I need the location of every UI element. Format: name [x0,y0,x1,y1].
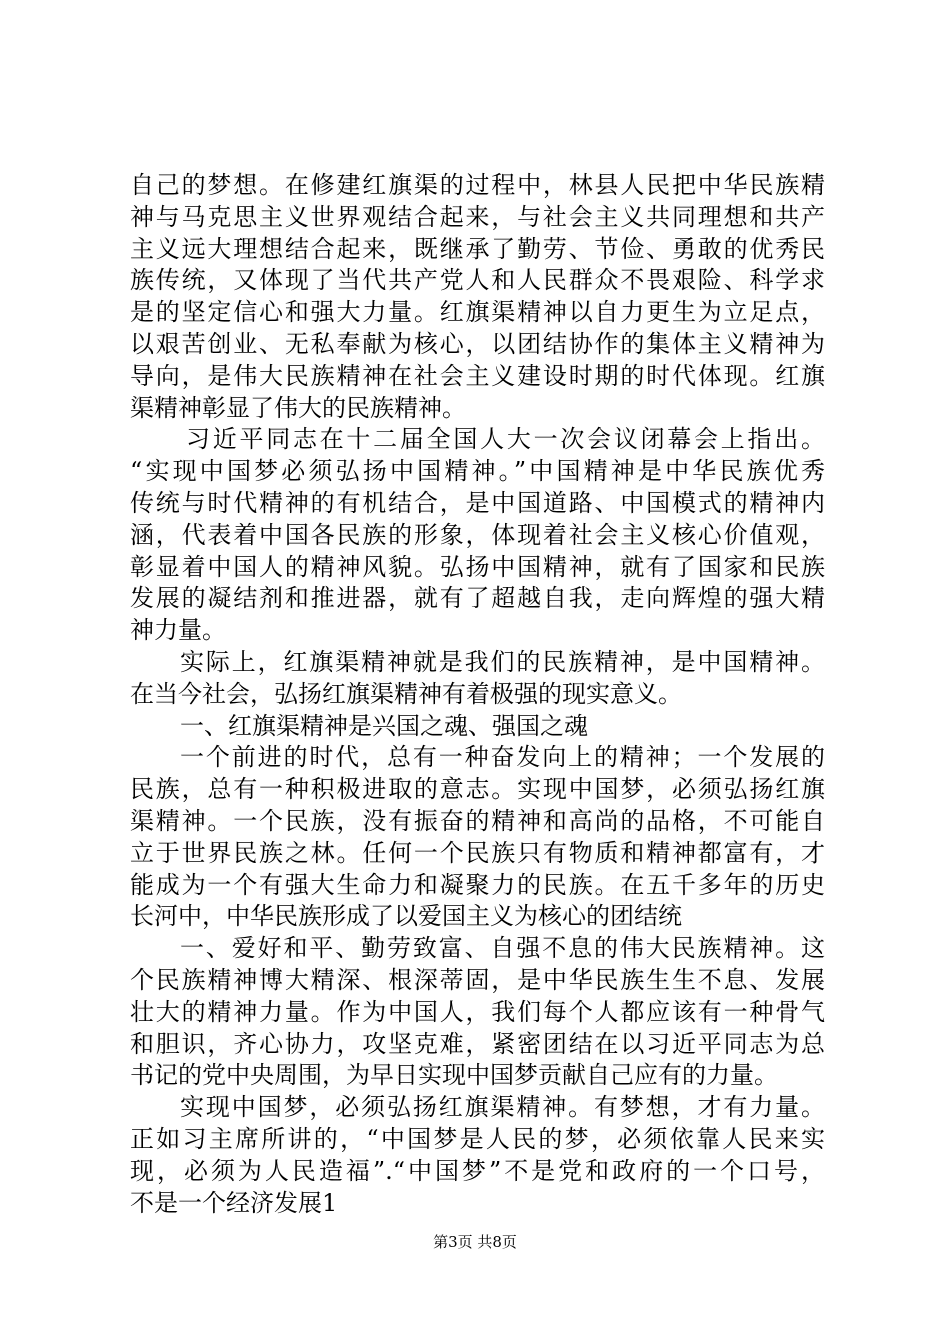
text-line: 现，必须为人民造福”.“中国梦”不是党和政府的一个口号， [130,1156,825,1185]
paragraph [130,424,825,647]
text-line: 自己的梦想。在修建红旗渠的过程中，林县人民把中华民族精 [130,171,825,199]
text-line: 神力量。 [130,616,226,645]
text-line: 民族，总有一种积极进取的意志。实现中国梦，必须弘扬红旗 [130,775,825,804]
paragraph [130,933,825,1092]
text-line: 不是一个经济发展1 [130,1188,338,1217]
text-line: 立于世界民族之林。任何一个民族只有物质和精神都富有，才 [130,838,825,867]
text-line: 传统与时代精神的有机结合，是中国道路、中国模式的精神内 [130,488,825,517]
paragraph [130,647,825,711]
text-line: 导向，是伟大民族精神在社会主义建设时期的时代体现。红旗 [130,361,825,390]
text-line: 以艰苦创业、无私奉献为核心，以团结协作的集体主义精神为 [130,329,825,358]
section-heading [130,711,825,743]
text-line: 一、爱好和平、勤劳致富、自强不息的伟大民族精神。这 [180,934,825,963]
body-text [130,170,825,1219]
paragraph [130,1092,825,1219]
text-line: 正如习主席所讲的，“中国梦是人民的梦，必须依靠人民来实 [130,1124,825,1153]
text-line: 主义远大理想结合起来，既继承了勤劳、节俭、勇敢的优秀民 [130,234,825,263]
text-line: 实现中国梦，必须弘扬红旗渠精神。有梦想，才有力量。 [180,1093,825,1122]
text-line: 神与马克思主义世界观结合起来，与社会主义共同理想和共产 [130,202,825,231]
text-line: “实现中国梦必须弘扬中国精神。”中国精神是中华民族优秀 [130,457,825,486]
text-line: 彰显着中国人的精神风貌。弘扬中国精神，就有了国家和民族 [130,552,825,581]
paragraph [130,170,825,424]
text-line: 书记的党中央周围，为早日实现中国梦贡献自己应有的力量。 [130,1061,778,1090]
text-line: 族传统，又体现了当代共产党人和人民群众不畏艰险、科学求 [130,266,825,295]
text-line: 和胆识，齐心协力，攻坚克难，紧密团结在以习近平同志为总 [130,1029,825,1058]
page-footer [0,1232,950,1252]
paragraph [130,742,825,933]
text-line: 是的坚定信心和强大力量。红旗渠精神以自力更生为立足点， [130,298,825,327]
text-line: 在当今社会，弘扬红旗渠精神有着极强的现实意义。 [130,679,682,708]
text-line: 个民族精神博大精深、根深蒂固，是中华民族生生不息、发展 [130,965,825,994]
text-line: 能成为一个有强大生命力和凝聚力的民族。在五千多年的历史 [130,870,825,899]
text-line: 壮大的精神力量。作为中国人，我们每个人都应该有一种骨气 [130,997,825,1026]
text-line: 实际上，红旗渠精神就是我们的民族精神，是中国精神。 [180,647,825,676]
text-line: 习近平同志在十二届全国人大一次会议闭幕会上指出。 [186,425,825,454]
text-line: 发展的凝结剂和推进器，就有了超越自我，走向辉煌的强大精 [130,584,825,613]
text-line: 长河中，中华民族形成了以爱国主义为核心的团结统 [130,902,682,931]
text-line: 渠精神彰显了伟大的民族精神。 [130,393,466,422]
text-line: 渠精神。一个民族，没有振奋的精神和高尚的品格，不可能自 [130,806,825,835]
text-line: 一、红旗渠精神是兴国之魂、强国之魂 [180,711,588,740]
text-line: 一个前进的时代，总有一种奋发向上的精神；一个发展的 [180,743,825,772]
page-number-label: 第3页 共8页 [433,1233,517,1251]
text-line: 涵，代表着中国各民族的形象，体现着社会主义核心价值观， [130,520,825,549]
